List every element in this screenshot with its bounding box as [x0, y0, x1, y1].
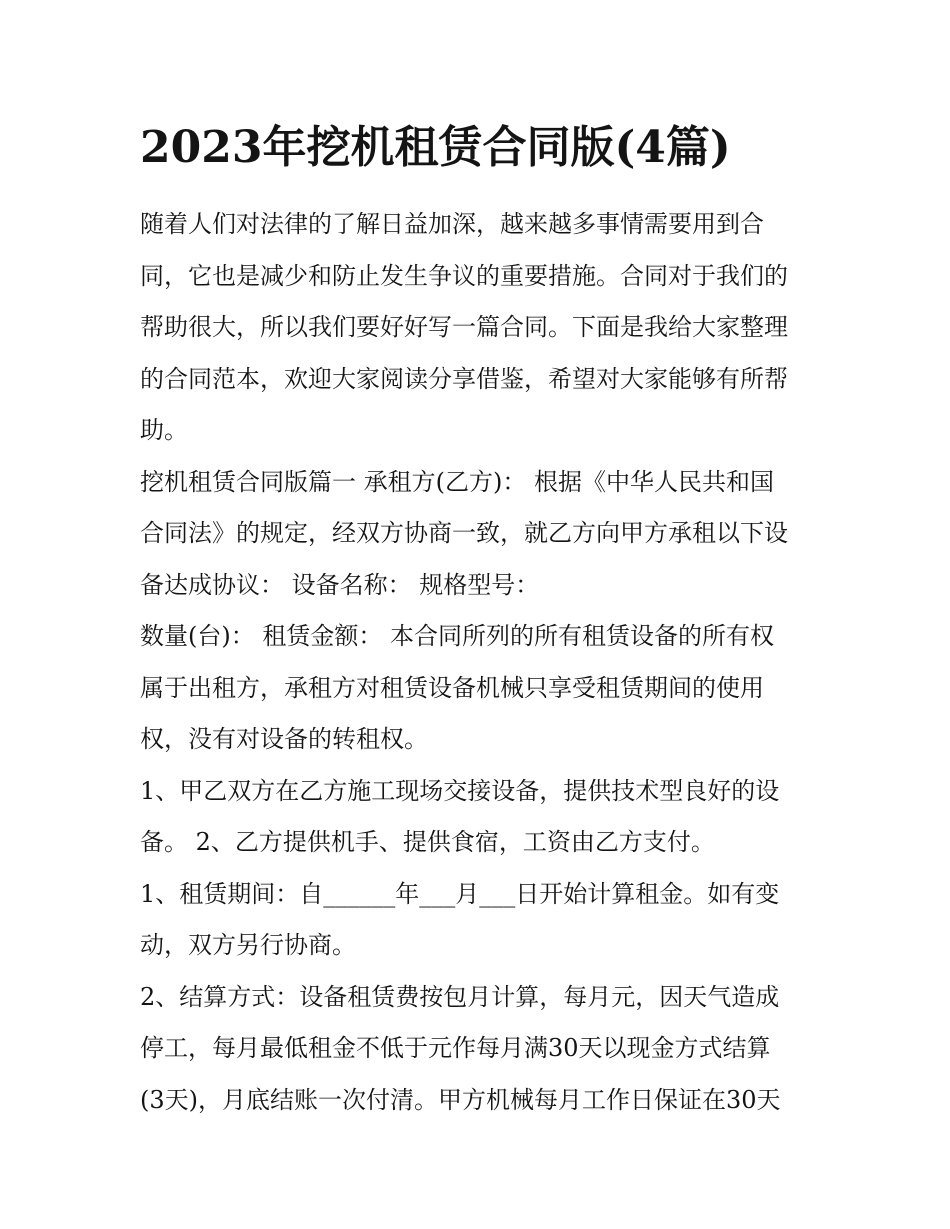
body-line: 备达成协议： 设备名称： 规格型号：: [140, 570, 540, 599]
body-line: 权，没有对设备的转租权。: [140, 725, 428, 753]
body-line: 备。 2、乙方提供机手、提供食宿，工资由乙方支付。: [140, 828, 715, 856]
body-line: 同，它也是减少和防止发生争议的重要措施。合同对于我们的: [140, 261, 788, 290]
body-line: 合同法》的规定，经双方协商一致，就乙方向甲方承租以下设: [140, 519, 788, 547]
body-line: 数量(台)： 租赁金额： 本合同所列的所有租赁设备的所有权: [140, 622, 774, 650]
body-line: 停工，每月最低租金不低于元作每月满30天以现金方式结算: [140, 1034, 771, 1062]
body-line: (3天)，月底结账一次付清。甲方机械每月工作日保证在30天: [140, 1085, 781, 1114]
body-line: 2、结算方式：设备租赁费按包月计算，每月元，因天气造成: [140, 982, 780, 1011]
body-line: 属于出租方，承租方对租赁设备机械只享受租赁期间的使用: [140, 673, 764, 702]
body-line: 动，双方另行协商。: [140, 931, 356, 959]
body-line: 随着人们对法律的了解日益加深，越来越多事情需要用到合: [140, 210, 764, 238]
body-line: 的合同范本，欢迎大家阅读分享借鉴，希望对大家能够有所帮: [140, 364, 788, 393]
document-title: 2023年挖机租赁合同版(4篇): [140, 122, 731, 173]
body-line: 1、甲乙双方在乙方施工现场交接设备，提供技术型良好的设: [140, 776, 780, 805]
body-line: 助。: [140, 416, 188, 444]
body-line: 1、租赁期间：自______年___月___日开始计算租金。如有变: [140, 879, 780, 908]
body-line: 帮助很大，所以我们要好好写一篇合同。下面是我给大家整理: [140, 313, 788, 341]
body-line: 挖机租赁合同版篇一 承租方(乙方)： 根据《中华人民共和国: [140, 467, 774, 496]
document-body: [140, 199, 820, 1126]
